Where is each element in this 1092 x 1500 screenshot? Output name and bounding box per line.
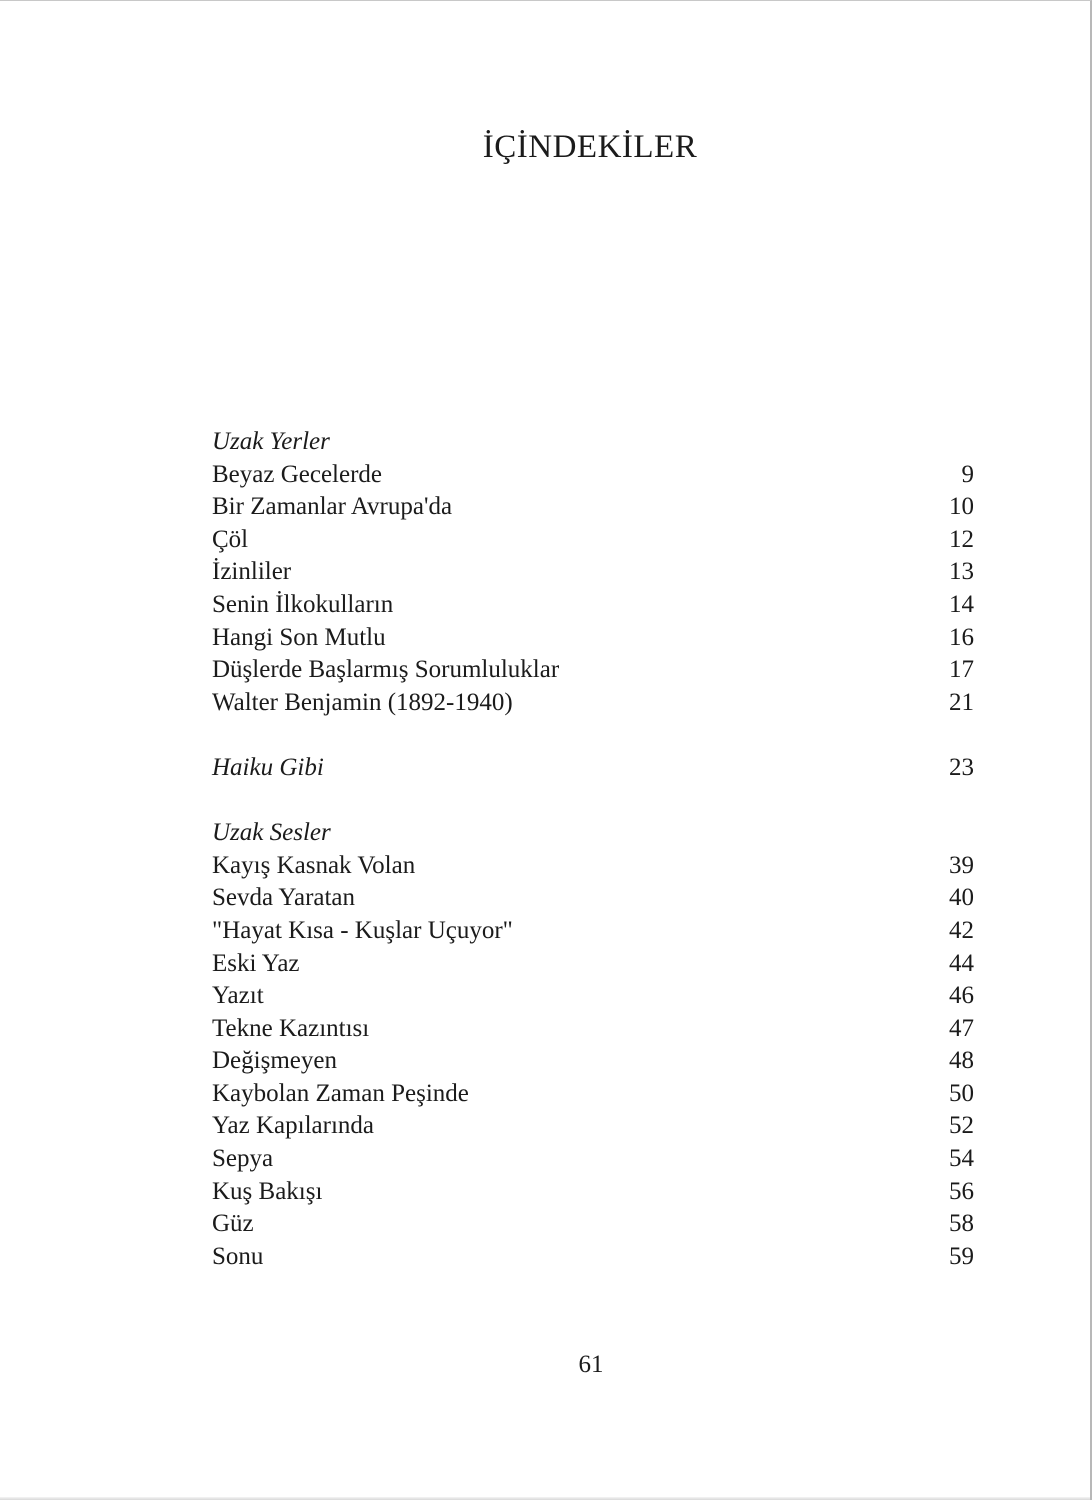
toc-entry[interactable] (212, 1013, 974, 1046)
toc-entry-page: 48 (949, 1047, 974, 1075)
toc-entry-title: Sepya (212, 1145, 274, 1173)
toc-entry-title: Sevda Yaratan (212, 884, 356, 912)
toc-entry-page: 58 (949, 1210, 974, 1238)
toc-entry[interactable] (212, 1176, 974, 1209)
toc-entry[interactable] (212, 948, 974, 981)
toc-entry[interactable] (212, 524, 974, 557)
toc-entry[interactable] (212, 1110, 974, 1143)
section-heading-label: Haiku Gibi (212, 753, 324, 781)
toc-entry-page: 21 (949, 688, 974, 716)
toc-entry-title: Tekne Kazıntısı (212, 1014, 370, 1042)
toc-entry[interactable] (212, 589, 974, 622)
toc-entry-title: Yaz Kapılarında (212, 1112, 374, 1140)
section-spacer (212, 785, 974, 818)
section-heading-label: Uzak Yerler (212, 428, 330, 455)
section-heading-uzak-yerler (212, 426, 974, 459)
toc-entry-title: "Hayat Kısa - Kuşlar Uçuyor" (212, 916, 513, 944)
toc-entry-title: Senin İlkokulların (212, 590, 394, 618)
toc-entry-page: 9 (961, 460, 974, 488)
toc-entry[interactable] (212, 882, 974, 915)
toc-entry-page: 10 (949, 493, 974, 521)
toc-entry[interactable] (212, 459, 974, 492)
toc-entry-title: Beyaz Gecelerde (212, 460, 383, 488)
toc-entry-title: Yazıt (212, 982, 264, 1010)
toc-entry-page: 47 (949, 1014, 974, 1042)
toc-entry[interactable] (212, 980, 974, 1013)
toc-entry-title: Düşlerde Başlarmış Sorumluluklar (212, 656, 560, 684)
toc-entry-page: 13 (949, 558, 974, 586)
page-title: İÇİNDEKİLER (482, 129, 698, 165)
toc-entry-page: 12 (949, 525, 974, 553)
toc-entry-title: Kayış Kasnak Volan (212, 851, 416, 879)
toc-entry-page: 40 (949, 884, 974, 912)
section-heading-haiku-gibi[interactable] (212, 752, 974, 785)
toc-entry-title: Güz (212, 1210, 254, 1238)
table-of-contents (212, 426, 974, 1273)
toc-entry-title: Eski Yaz (212, 949, 300, 977)
toc-entry-page: 50 (949, 1079, 974, 1107)
toc-entry-page: 46 (949, 982, 974, 1010)
toc-entry-page: 17 (949, 656, 974, 684)
section-heading-page: 23 (949, 753, 974, 781)
toc-entry-title: Bir Zamanlar Avrupa'da (212, 493, 453, 521)
toc-entry-title: Sonu (212, 1242, 264, 1270)
section-heading-label: Uzak Sesler (212, 819, 331, 847)
toc-entry[interactable] (212, 850, 974, 883)
toc-entry-title: Walter Benjamin (1892-1940) (212, 688, 513, 716)
page-number: 61 (578, 1351, 604, 1378)
toc-entry[interactable] (212, 915, 974, 948)
toc-entry-title: Kuş Bakışı (212, 1177, 323, 1205)
toc-entry[interactable] (212, 1208, 974, 1241)
toc-entry-page: 14 (949, 590, 974, 618)
toc-entry-title: Çöl (212, 525, 249, 553)
toc-entry-title: Kaybolan Zaman Peşinde (212, 1079, 469, 1107)
toc-entry-page: 16 (949, 623, 974, 651)
toc-entry-page: 44 (949, 949, 974, 977)
toc-entry-page: 52 (949, 1112, 974, 1140)
toc-entry-page: 59 (949, 1242, 974, 1270)
toc-entry[interactable] (212, 556, 974, 589)
toc-entry[interactable] (212, 654, 974, 687)
section-spacer (212, 719, 974, 752)
toc-entry[interactable] (212, 1241, 974, 1274)
toc-entry-title: Hangi Son Mutlu (212, 623, 386, 651)
toc-entry[interactable] (212, 1045, 974, 1078)
toc-entry[interactable] (212, 622, 974, 655)
toc-entry-page: 39 (949, 851, 974, 879)
toc-entry-title: İzinliler (212, 558, 292, 586)
toc-entry-page: 42 (949, 916, 974, 944)
toc-entry-page: 54 (949, 1145, 974, 1173)
toc-entry[interactable] (212, 1143, 974, 1176)
section-heading-uzak-sesler (212, 817, 974, 850)
toc-entry[interactable] (212, 687, 974, 720)
toc-entry[interactable] (212, 491, 974, 524)
toc-entry[interactable] (212, 1078, 974, 1111)
toc-entry-page: 56 (949, 1177, 974, 1205)
toc-entry-title: Değişmeyen (212, 1047, 337, 1075)
